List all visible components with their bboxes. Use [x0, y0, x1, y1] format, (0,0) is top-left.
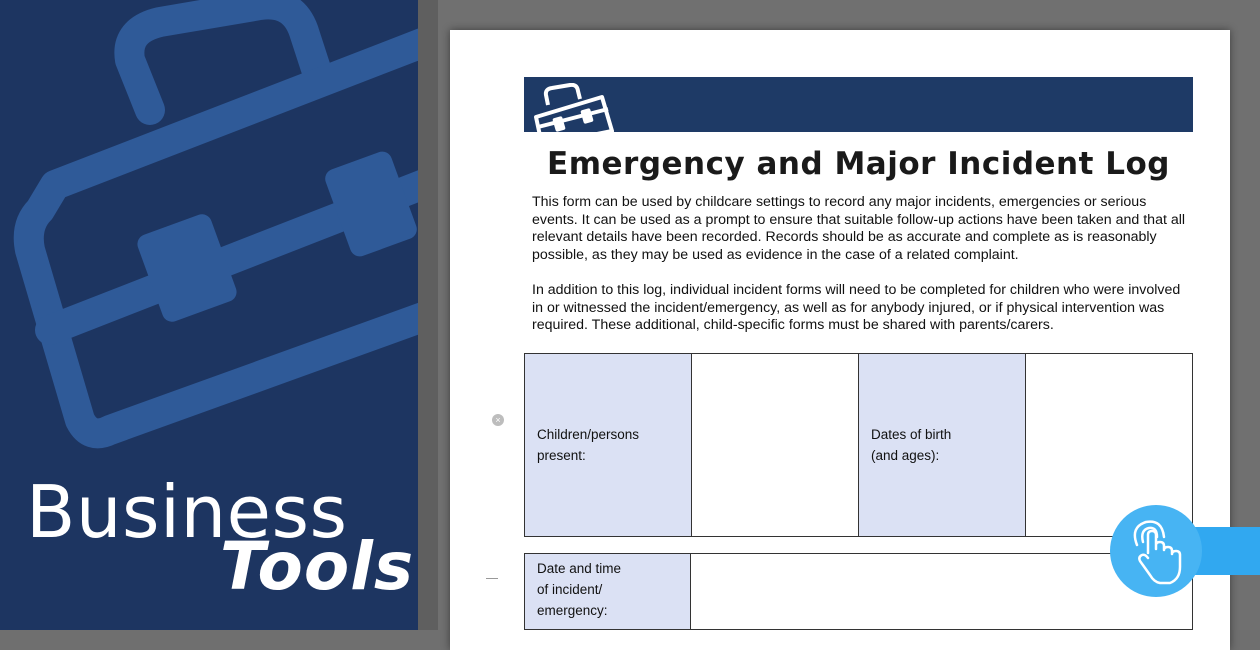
- interactive-badge[interactable]: [1110, 505, 1202, 597]
- close-icon[interactable]: ×: [492, 414, 504, 426]
- children-persons-label: Children/persons: [537, 427, 640, 442]
- document-header-bar: [524, 77, 1193, 132]
- additional-forms-paragraph: In addition to this log, individual incident forms will need to be completed for children who were involved in or witnessed the incident/emergency, as well as for anybody injured, or if physical intervention was required. These additional, child-specific forms must be shared with parents/carers.: [532, 282, 1181, 333]
- branding-panel: [0, 0, 418, 630]
- brand-title-business: Business: [26, 470, 348, 554]
- children-persons-label-cell: [525, 354, 692, 536]
- present-label: present:: [537, 448, 586, 463]
- viewer-gutter: [418, 0, 438, 630]
- toolbox-icon: [532, 83, 632, 132]
- dates-of-birth-label: Dates of birth: [871, 427, 952, 442]
- touch-hand-icon: [1110, 505, 1202, 597]
- children-persons-input-cell[interactable]: [692, 354, 859, 536]
- of-incident-label: of incident/: [537, 582, 603, 597]
- document-title: Emergency and Major Incident Log: [547, 146, 1170, 182]
- emergency-label: emergency:: [537, 603, 608, 618]
- intro-paragraph: This form can be used by childcare settings to record any major incidents, emergencies or serious events. It can be used as a prompt to ensure that suitable follow-up actions have been taken and that all relevant details have been recorded. Records should be as accurate and complete as is reasonably possible, as they may be used as evidence in the case of a related complaint.: [532, 194, 1186, 263]
- date-time-label-cell: [525, 554, 691, 629]
- incident-datetime-table: [524, 553, 1193, 630]
- and-ages-label: (and ages):: [871, 448, 940, 463]
- dates-of-birth-label-cell: [859, 354, 1026, 536]
- date-time-label: Date and time: [537, 561, 622, 576]
- persons-present-table: [524, 353, 1193, 537]
- collapse-icon[interactable]: [486, 578, 498, 579]
- brand-title-tools: Tools: [220, 528, 415, 605]
